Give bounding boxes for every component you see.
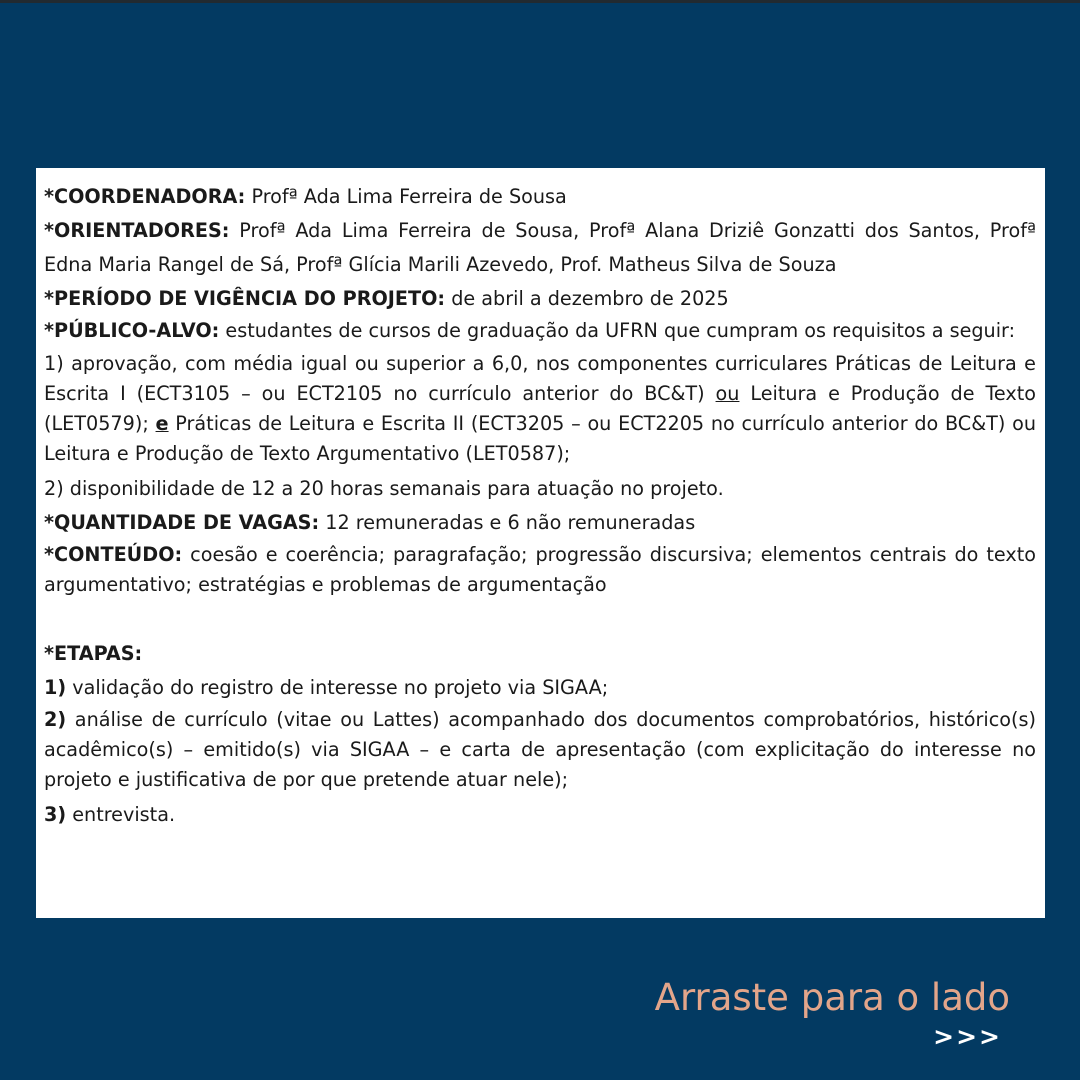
requisito-2-line: 2) disponibilidade de 12 a 20 horas semanais para atuação no projeto. — [44, 477, 724, 500]
project-info-card — [36, 168, 1045, 918]
periodo-line — [44, 282, 1036, 316]
coordenadora-value: Profª Ada Lima Ferreira de Sousa — [245, 185, 567, 208]
orientadores-label: *ORIENTADORES: — [44, 219, 230, 242]
etapa-2-paragraph — [44, 705, 1036, 795]
periodo-label: *PERÍODO DE VIGÊNCIA DO PROJETO: — [44, 287, 446, 310]
etapa-2-number: 2) — [44, 708, 67, 731]
etapa-1-number: 1) — [44, 676, 67, 699]
requisito-1-paragraph — [44, 349, 1036, 469]
periodo-value: de abril a dezembro de 2025 — [445, 287, 729, 310]
etapa-1-text: validação do registro de interesse no projeto via SIGAA; — [66, 676, 609, 699]
vagas-line — [44, 506, 1036, 540]
etapas-label: *ETAPAS: — [44, 642, 143, 665]
vagas-label: *QUANTIDADE DE VAGAS: — [44, 511, 320, 534]
publico-alvo-label: *PÚBLICO-ALVO: — [44, 319, 220, 342]
requisito-1-part-3: Práticas de Leitura e Escrita II (ECT3205 – ou ECT2205 no currículo anterior do BC&T) ou Leitura e Produção de Texto Argumentativo (LET0587); — [44, 412, 1037, 465]
vagas-value: 12 remuneradas e 6 não remuneradas — [319, 511, 696, 534]
publico-alvo-value: estudantes de cursos de graduação da UFRN que cumpram os requisitos a seguir: — [219, 319, 1016, 342]
top-edge-strip — [0, 0, 1080, 3]
section-spacer — [44, 603, 1036, 637]
conteudo-line — [44, 540, 1036, 600]
etapa-3-number: 3) — [44, 803, 67, 826]
orientadores-value: Profª Ada Lima Ferreira de Sousa, Profª Alana Driziê Gonzatti dos Santos, Profª Edna Maria Rangel de Sá, Profª Glícia Marili Azevedo, Prof. Matheus Silva de Souza — [44, 219, 1036, 276]
conteudo-value: coesão e coerência; paragrafação; progressão discursiva; elementos centrais do texto argumentativo; estratégias e problemas de argumentação — [44, 543, 1036, 596]
etapa-1-line — [44, 671, 1036, 705]
requisito-1-part-1: 1) aprovação, com média igual ou superior a 6,0, nos componentes curriculares Práticas de Leitura e Escrita I (ECT3105 – ou ECT2105 no currículo anterior do BC&T) — [44, 352, 1036, 405]
publico-alvo-line — [44, 316, 1036, 346]
swipe-arrows-icon[interactable]: >>> — [933, 1022, 1002, 1051]
swipe-prompt[interactable]: Arraste para o lado — [654, 976, 1010, 1019]
requisito-1-e: e — [155, 412, 169, 435]
etapa-3-line — [44, 798, 1036, 832]
etapa-2-text: análise de currículo (vitae ou Lattes) acompanhado dos documentos comprobatórios, histórico(s) acadêmico(s) – emitido(s) via SIGAA – e carta de apresentação (com explicitação do interesse no projeto e justificativa de por que pretende atuar nele); — [44, 708, 1036, 791]
etapas-heading — [44, 637, 1036, 671]
coordenadora-label: *COORDENADORA: — [44, 185, 246, 208]
etapa-3-text: entrevista. — [66, 803, 176, 826]
coordenadora-line — [44, 180, 1036, 214]
conteudo-label: *CONTEÚDO: — [44, 543, 183, 566]
requisito-1-part-2: Leitura e Produção de Texto (LET0579); — [44, 382, 1036, 435]
requisito-1-ou: ou — [715, 382, 740, 405]
orientadores-line — [44, 214, 1036, 282]
